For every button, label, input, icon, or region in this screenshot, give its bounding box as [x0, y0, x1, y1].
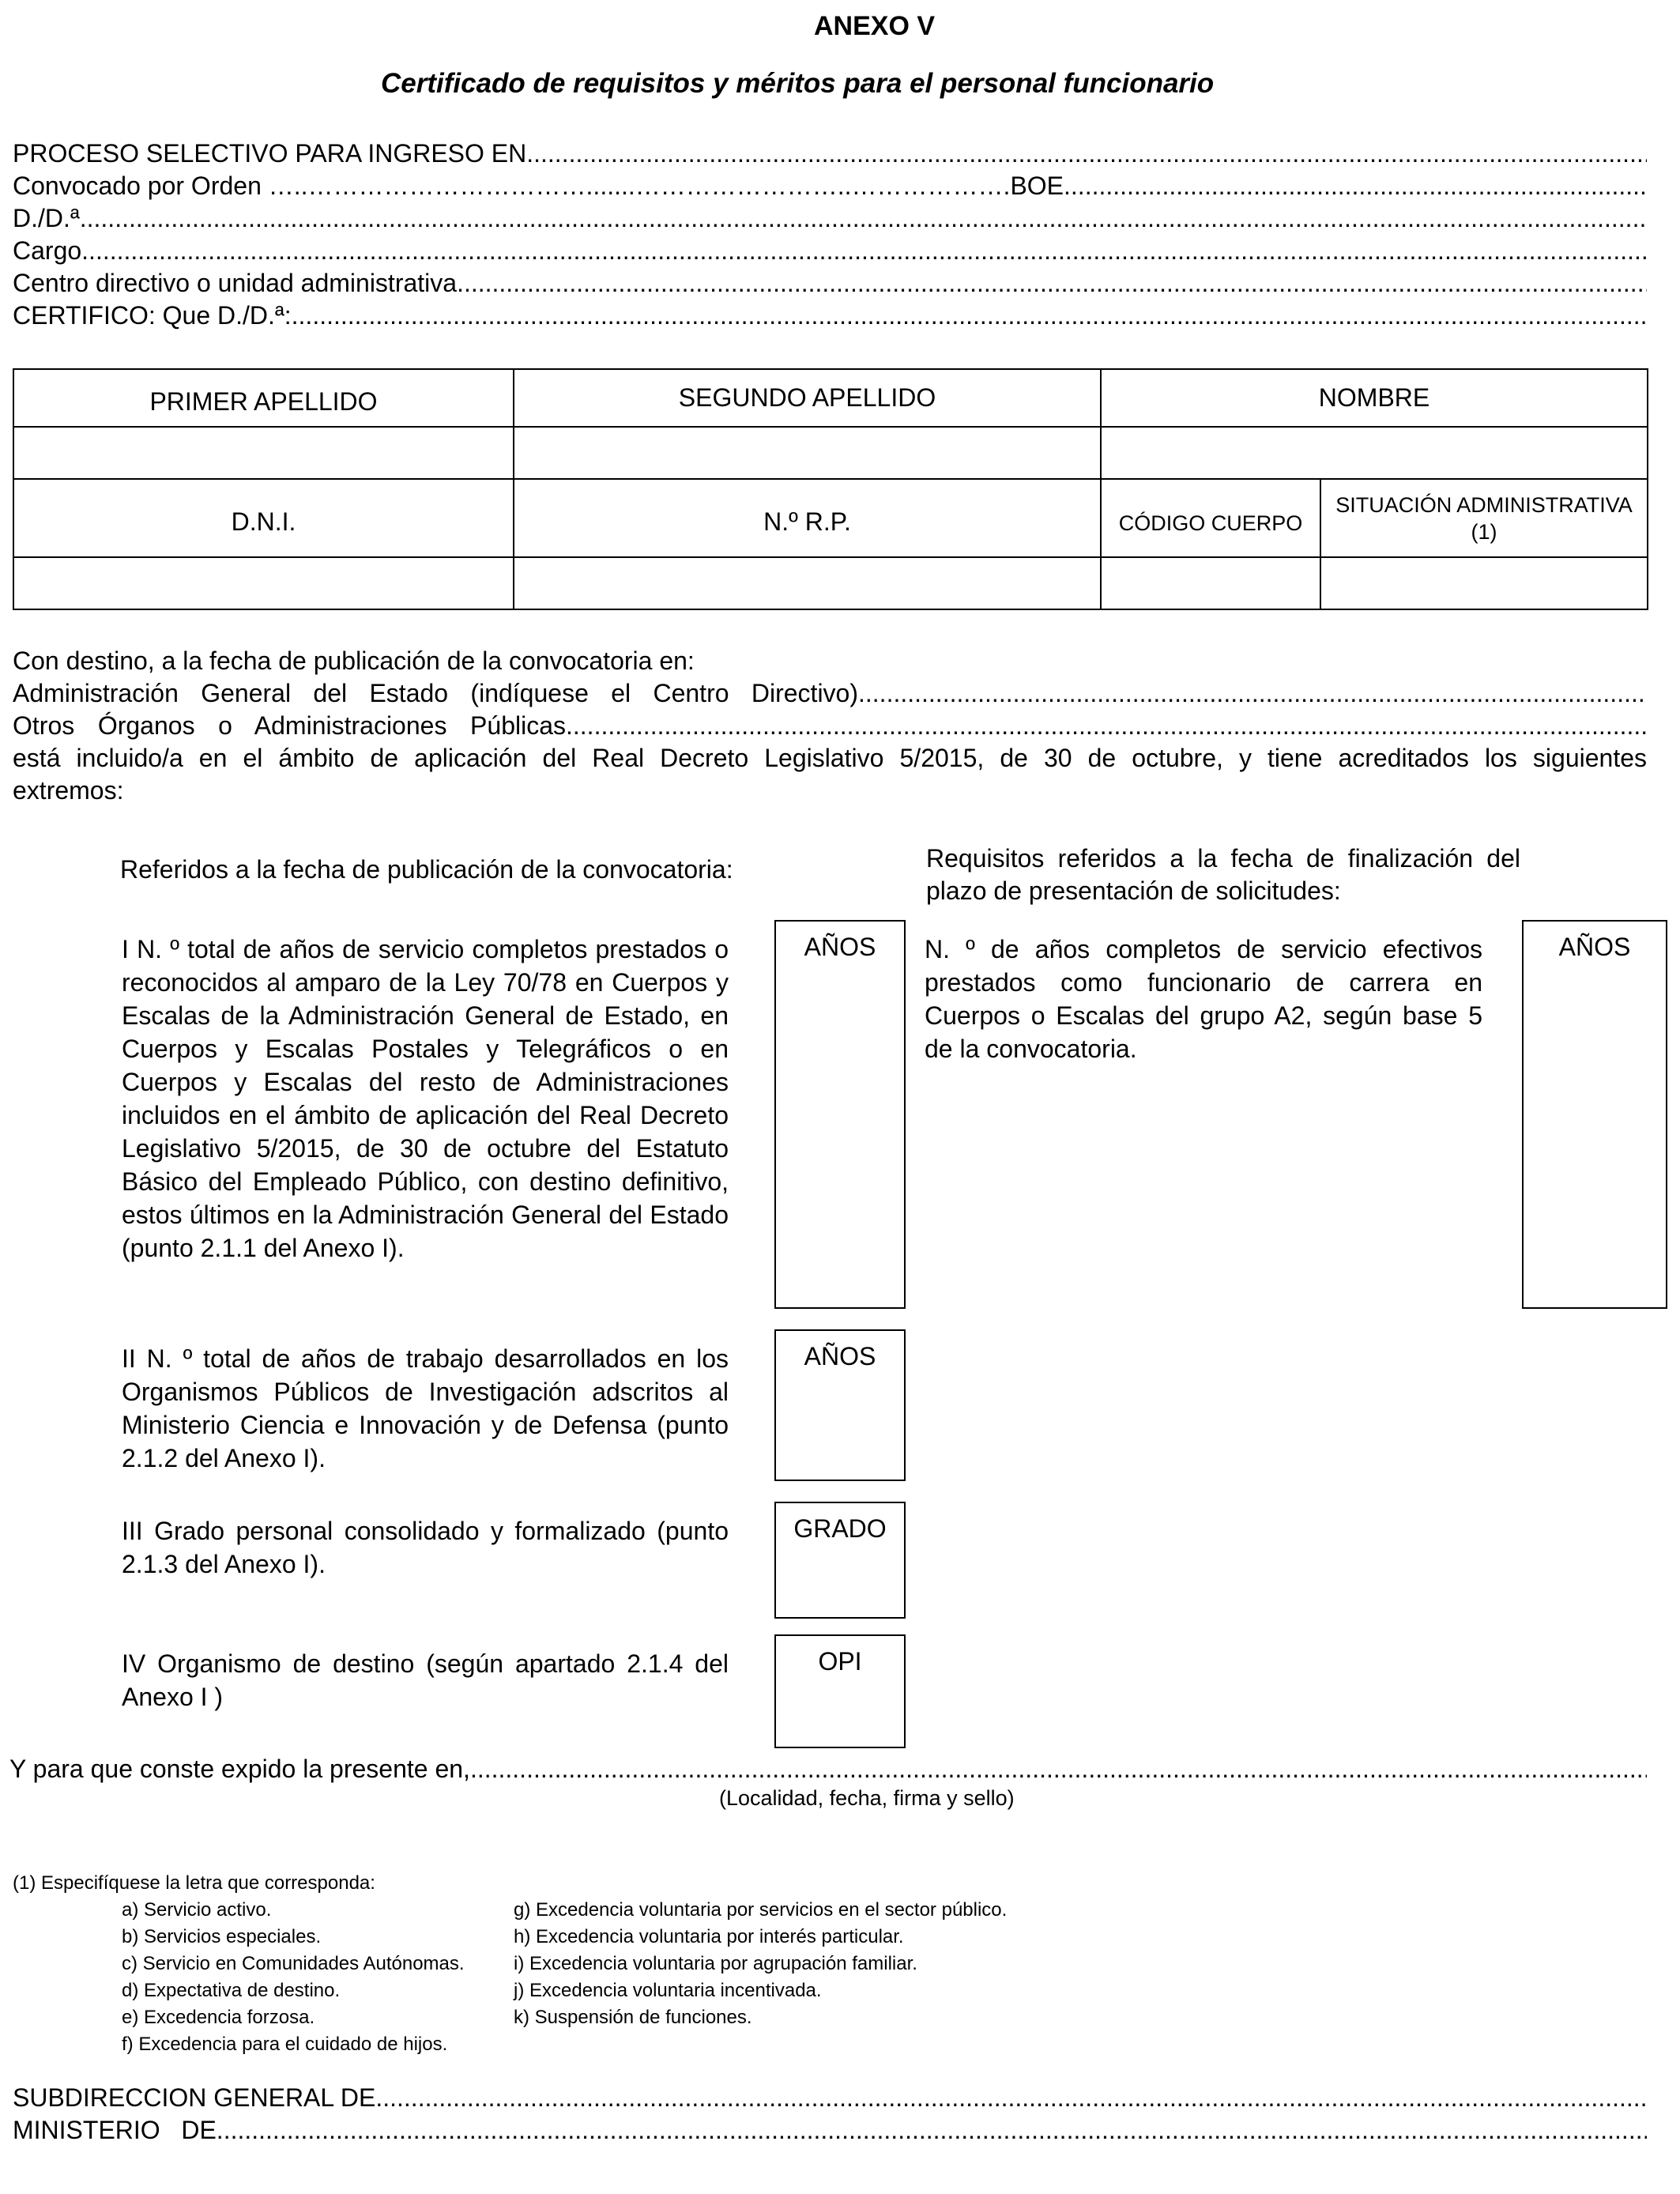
proceso-field[interactable]	[13, 138, 1647, 170]
segundo-apellido-cell[interactable]	[514, 427, 1101, 479]
nombre-cell[interactable]	[1101, 427, 1648, 479]
footnote-item: g) Excedencia voluntaria por servicios en el sector público.	[514, 1899, 1008, 1921]
item-iv-opi-label: OPI	[818, 1647, 862, 1676]
footnote-right-list	[514, 1897, 1007, 2031]
header-segundo-apellido: SEGUNDO APELLIDO	[514, 369, 1101, 427]
centro-field[interactable]	[13, 267, 1647, 300]
item-iv-opi-box[interactable]	[774, 1634, 906, 1748]
destino-otros-field[interactable]	[13, 710, 1647, 742]
header-codigo-cuerpo	[1101, 479, 1320, 557]
expido-note: (Localidad, fecha, firma y sello)	[719, 1786, 1015, 1810]
item-i-text: I N. º total de años de servicio completos prestados o reconocidos al amparo de la Ley 70/78 en Cuerpos y Escalas de la Administración General de Estado, en Cuerpos y Escalas Postales y Telegráficos o en Cuerpos y Escalas del resto de Administraciones incluidos en el ámbito de aplicación del Real Decreto Legislativo 5/2015, de 30 de octubre del Estatuto Básico del Empleado Público, con destino definitivo, estos últimos en la Administración General del Estado (punto 2.1.1 del Anexo I).	[122, 935, 729, 1262]
right-anos-box[interactable]	[1522, 920, 1667, 1309]
nrp-cell[interactable]	[514, 557, 1101, 609]
situacion-note: (1)	[1471, 519, 1497, 544]
convocado-field[interactable]	[13, 170, 1647, 202]
identity-table	[13, 368, 1648, 610]
primer-apellido-cell[interactable]	[13, 427, 514, 479]
footnote-item: k) Suspensión de funciones.	[514, 2007, 752, 2028]
item-ii-anos-label: AÑOS	[804, 1342, 876, 1370]
codigo-cuerpo-cell[interactable]	[1101, 557, 1320, 609]
expido-field[interactable]	[9, 1753, 1647, 1785]
dni-cell[interactable]	[13, 557, 514, 609]
item-ii-anos-box[interactable]	[774, 1329, 906, 1481]
boe-label: BOE	[1010, 172, 1064, 200]
header-nombre: NOMBRE	[1101, 369, 1648, 427]
destino-line-1: Con destino, a la fecha de publicación de la convocatoria en:	[13, 647, 695, 675]
centro-label: Centro directivo o unidad administrativa	[13, 269, 458, 297]
item-i-anos-label: AÑOS	[804, 933, 876, 961]
destino-line-5: extremos:	[13, 776, 124, 805]
item-iii-grado-box[interactable]	[774, 1502, 906, 1619]
footnote-item: a) Servicio activo.	[122, 1899, 272, 1921]
footnote-item: h) Excedencia voluntaria por interés particular.	[514, 1926, 904, 1947]
item-i-anos-box[interactable]	[774, 920, 906, 1309]
destino-line-4: está incluido/a en el ámbito de aplicación del Real Decreto Legislativo 5/2015, de 30 de octubre, y tiene acreditados los siguientes	[13, 744, 1647, 772]
right-item-text: N. º de años completos de servicio efectivos prestados como funcionario de carrera en Cuerpos o Escalas del grupo A2, según base 5 de la convocatoria.	[925, 935, 1482, 1063]
footnote-left-list	[122, 1897, 465, 2058]
item-iv-text: IV Organismo de destino (según apartado 2.1.4 del Anexo I )	[122, 1649, 729, 1711]
footnote-intro: (1) Especifíquese la letra que corresponda:	[13, 1872, 375, 1894]
annex-title: ANEXO V	[814, 11, 936, 41]
footnote-item: i) Excedencia voluntaria por agrupación familiar.	[514, 1953, 917, 1974]
document-subtitle: Certificado de requisitos y méritos para el personal funcionario	[381, 68, 1215, 99]
footnote-item: j) Excedencia voluntaria incentivada.	[514, 1980, 822, 2001]
destino-age-label: Administración General del Estado (indíquese el Centro Directivo)	[13, 679, 858, 707]
left-heading: Referidos a la fecha de publicación de la convocatoria:	[120, 855, 733, 884]
item-iii-text: III Grado personal consolidado y formalizado (punto 2.1.3 del Anexo I).	[122, 1517, 729, 1578]
dd-label: D./D.ª	[13, 204, 80, 232]
situacion-label: SITUACIÓN ADMINISTRATIVA	[1335, 492, 1633, 517]
convocado-label: Convocado por Orden …..…………………………….......……………………..……………….	[13, 172, 1011, 200]
subdireccion-field[interactable]	[13, 2082, 1647, 2114]
destino-age-field[interactable]	[13, 677, 1647, 710]
cargo-field[interactable]	[13, 235, 1647, 267]
certifico-label: CERTIFICO: Que D./D.ª:	[13, 301, 292, 330]
header-dni: D.N.I.	[13, 479, 514, 557]
certifico-field[interactable]	[13, 300, 1647, 332]
right-heading: Requisitos referidos a la fecha de finalización del plazo de presentación de solicitudes:	[926, 844, 1520, 905]
cargo-label: Cargo	[13, 236, 82, 265]
footnote-item: e) Excedencia forzosa.	[122, 2007, 315, 2028]
destino-otros-label: Otros Órganos o Administraciones Públicas	[13, 711, 566, 740]
codigo-cuerpo-label: CÓDIGO CUERPO	[1118, 511, 1303, 535]
footnote-item: d) Expectativa de destino.	[122, 1980, 341, 2001]
expido-label: Y para que conste expido la presente en,	[9, 1755, 470, 1783]
header-nrp: N.º R.P.	[514, 479, 1101, 557]
footnote-item: b) Servicios especiales.	[122, 1926, 322, 1947]
dd-field[interactable]	[13, 202, 1647, 235]
footnote-item: c) Servicio en Comunidades Autónomas.	[122, 1953, 465, 1974]
item-iii-grado-label: GRADO	[793, 1514, 887, 1543]
situacion-cell[interactable]	[1320, 557, 1648, 609]
right-anos-label: AÑOS	[1558, 933, 1631, 961]
subdireccion-label: SUBDIRECCION GENERAL DE	[13, 2083, 376, 2112]
ministerio-label: MINISTERIO DE	[13, 2116, 217, 2144]
header-situacion	[1320, 479, 1648, 557]
ministerio-field[interactable]	[13, 2114, 1647, 2147]
header-primer-apellido: PRIMER APELLIDO	[13, 369, 514, 427]
footnote-item: f) Excedencia para el cuidado de hijos.	[122, 2034, 448, 2055]
item-ii-text: II N. º total de años de trabajo desarrollados en los Organismos Públicos de Investigación adscritos al Ministerio Ciencia e Innovación y de Defensa (punto 2.1.2 del Anexo I).	[122, 1344, 729, 1472]
proceso-label: PROCESO SELECTIVO PARA INGRESO EN	[13, 139, 527, 168]
